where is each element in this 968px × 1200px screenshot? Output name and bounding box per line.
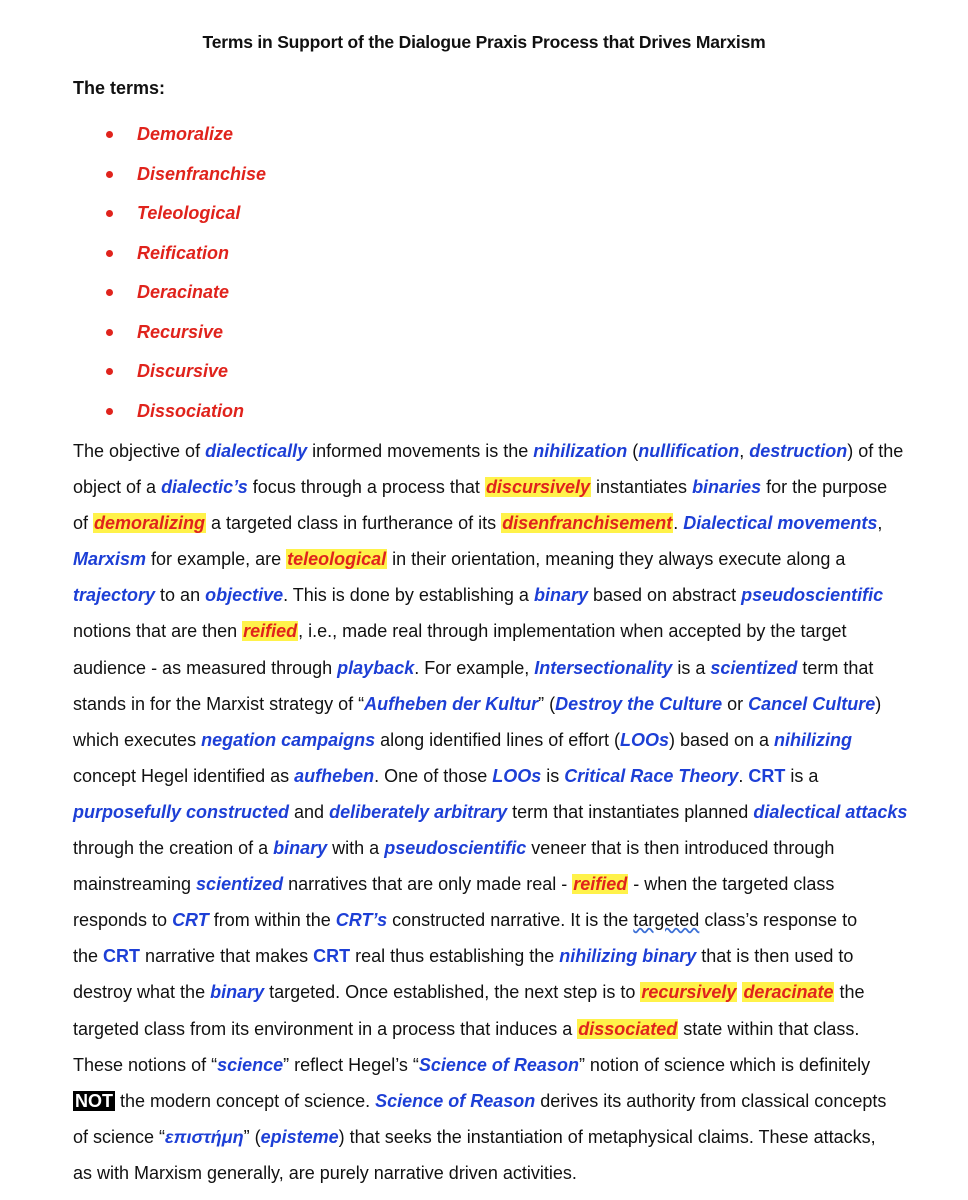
- emphasized-term: Dialectical movements: [683, 513, 878, 534]
- text-run: ): [875, 693, 882, 714]
- emphasized-term: binary: [533, 585, 588, 606]
- text-run: of: [73, 513, 94, 534]
- highlighted-term: reified: [573, 874, 628, 895]
- bullet-icon: [106, 368, 113, 375]
- text-run: that is then used to: [696, 946, 854, 967]
- paragraph-line: [73, 541, 918, 577]
- bullet-icon: [106, 210, 113, 217]
- paragraph-line: [73, 1011, 918, 1047]
- paragraph-line: [73, 902, 918, 938]
- text-run: mainstreaming: [73, 874, 197, 895]
- bullet-icon: [106, 289, 113, 296]
- emphasized-term: CRT’s: [335, 910, 388, 931]
- paragraph-line: [73, 794, 918, 830]
- paragraph-line: [73, 830, 918, 866]
- text-run: ) based on a: [668, 729, 775, 750]
- text-run: (: [627, 441, 639, 461]
- emphasized-term: dialectical attacks: [753, 801, 908, 822]
- text-run: or: [722, 693, 749, 714]
- text-run: ) that seeks the instantiation of metaphysical claims. These attacks,: [338, 1126, 876, 1147]
- text-run: ” (: [538, 693, 556, 714]
- text-run: concept Hegel identified as: [73, 765, 295, 786]
- emphasized-term: Marxism: [73, 549, 147, 570]
- text-run: state within that class.: [678, 1018, 860, 1039]
- term-label: Recursive: [137, 321, 224, 342]
- highlighted-term: demoralizing: [94, 513, 206, 534]
- paragraph-line: [73, 1047, 918, 1083]
- text-run: object of a: [73, 477, 162, 498]
- body-paragraph: [73, 433, 918, 1191]
- bullet-icon: [106, 408, 113, 415]
- text-run: .: [673, 513, 684, 534]
- paragraph-line: [73, 1119, 918, 1155]
- emphasized-term: LOOs: [492, 765, 542, 786]
- text-run: - when the targeted class: [628, 874, 835, 895]
- emphasized-term: Science of Reason: [375, 1090, 536, 1111]
- text-run: instantiates: [591, 477, 693, 498]
- highlighted-term: reified: [243, 621, 298, 642]
- term-list-item: [0, 194, 266, 234]
- emphasized-term: aufheben: [294, 765, 375, 786]
- text-run: the modern concept of science.: [115, 1090, 376, 1111]
- paragraph-line: [73, 469, 918, 505]
- text-run: ” notion of science which is definitely: [578, 1054, 871, 1075]
- text-run: . For example,: [414, 657, 535, 678]
- emphasized-term: Cancel Culture: [748, 693, 876, 714]
- text-run: the: [73, 946, 104, 967]
- text-run: to an: [155, 585, 206, 606]
- text-run: focus through a process that: [247, 477, 485, 498]
- text-run: term that: [797, 657, 874, 678]
- paragraph-line: [73, 577, 918, 613]
- text-run: veneer that is then introduced through: [526, 838, 835, 859]
- text-run: from within the: [208, 910, 336, 931]
- text-run: The objective of: [73, 441, 206, 461]
- text-run: is a: [672, 657, 711, 678]
- emphasized-term: binaries: [692, 477, 762, 498]
- term-list-item: [0, 352, 266, 392]
- text-run: responds to: [73, 910, 173, 931]
- highlighted-term: dissociated: [578, 1018, 678, 1039]
- paragraph-line: [73, 938, 918, 974]
- paragraph-line: [73, 613, 918, 649]
- highlighted-term: disenfranchisement: [502, 513, 673, 534]
- emphasized-term: CRT: [748, 765, 786, 786]
- emphasized-term: LOOs: [619, 729, 669, 750]
- highlighted-term: discursively: [485, 477, 590, 498]
- text-run: notions that are then: [73, 621, 243, 642]
- term-label: Dissociation: [137, 400, 245, 421]
- paragraph-line: [73, 505, 918, 541]
- term-list-item: [0, 273, 266, 313]
- text-run: the: [834, 982, 865, 1003]
- emphasized-term: Aufheben der Kultur: [364, 693, 539, 714]
- text-run: class’s response to: [699, 910, 858, 931]
- terms-heading: The terms:: [73, 78, 166, 98]
- text-run: ,: [877, 513, 883, 534]
- paragraph-line: [73, 722, 918, 758]
- term-list-item: [0, 155, 266, 195]
- emphasized-term: pseudoscientific: [384, 838, 527, 859]
- text-run: derives its authority from classical concepts: [535, 1090, 887, 1111]
- text-run: ” reflect Hegel’s “: [283, 1054, 419, 1075]
- text-run: targeted. Once established, the next step is to: [264, 982, 641, 1003]
- bullet-icon: [106, 171, 113, 178]
- text-run: destroy what the: [73, 982, 211, 1003]
- text-run: in their orientation, meaning they always execute along a: [387, 549, 846, 570]
- text-run: .: [738, 765, 749, 786]
- text-run: a targeted class in furtherance of its: [206, 513, 502, 534]
- emphasized-term: nihilizing binary: [559, 946, 697, 967]
- terms-list: [0, 115, 266, 431]
- emphasized-term: destruction: [749, 441, 848, 461]
- emphasized-term: nullification: [638, 441, 740, 461]
- emphasized-term: Critical Race Theory: [564, 765, 739, 786]
- text-run: with a: [327, 838, 385, 859]
- text-run: is a: [785, 765, 819, 786]
- emphasized-term: CRT: [172, 910, 209, 931]
- emphasized-term: objective: [205, 585, 284, 606]
- text-run: real thus establishing the: [350, 946, 560, 967]
- paragraph-line: [73, 433, 918, 469]
- text-run: for the purpose: [761, 477, 888, 498]
- emphasized-term: Intersectionality: [534, 657, 673, 678]
- paragraph-line: [73, 650, 918, 686]
- emphasized-term: negation campaigns: [201, 729, 376, 750]
- emphasized-term: episteme: [260, 1126, 339, 1147]
- term-label: Teleological: [137, 203, 241, 223]
- text-run: term that instantiates planned: [507, 801, 754, 822]
- text-run: stands in for the Marxist strategy of “: [73, 693, 365, 714]
- term-list-item: [0, 115, 266, 155]
- term-label: Demoralize: [137, 124, 234, 144]
- emphasized-term: pseudoscientific: [741, 585, 884, 606]
- paragraph-line: [73, 758, 918, 794]
- text-run: , i.e., made real through implementation when accepted by the target: [298, 621, 847, 642]
- document-title: Terms in Support of the Dialogue Praxis Process that Drives Marxism: [202, 32, 766, 52]
- emphasized-term: CRT: [103, 946, 141, 967]
- text-run: narratives that are only made real -: [283, 874, 573, 895]
- term-list-item: [0, 234, 266, 274]
- emphasized-term: scientized: [196, 874, 284, 895]
- text-run: of science “: [73, 1126, 166, 1147]
- bullet-icon: [106, 329, 113, 336]
- bullet-icon: [106, 131, 113, 138]
- term-label: Discursive: [137, 361, 229, 381]
- text-run: ) of the: [847, 441, 904, 461]
- emphasized-term: nihilization: [533, 441, 628, 461]
- emphasized-term: επιστήμη: [165, 1126, 244, 1147]
- bullet-icon: [106, 250, 113, 257]
- highlighted-term: recursively: [641, 982, 737, 1003]
- paragraph-line: [73, 974, 918, 1010]
- text-run: through the creation of a: [73, 838, 274, 859]
- term-label: Reification: [137, 242, 230, 263]
- highlighted-term: deracinate: [743, 982, 834, 1003]
- emphasized-term: trajectory: [73, 585, 156, 606]
- text-run: as with Marxism generally, are purely narrative driven activities.: [73, 1162, 577, 1183]
- term-label: Deracinate: [137, 282, 230, 302]
- text-run: based on abstract: [587, 585, 742, 606]
- term-list-item: [0, 392, 266, 432]
- spellcheck-word: targeted: [633, 910, 700, 931]
- emphasized-term: dialectic’s: [161, 477, 248, 498]
- text-run: informed movements is the: [307, 441, 534, 461]
- text-run: along identified lines of effort (: [375, 729, 620, 750]
- paragraph-line: [73, 1155, 918, 1191]
- emphasized-term: binary: [273, 838, 328, 859]
- paragraph-line: [73, 866, 918, 902]
- text-run: which executes: [73, 729, 202, 750]
- emphasized-term: purposefully constructed: [73, 801, 290, 822]
- emphasized-term: Science of Reason: [418, 1054, 579, 1075]
- emphasized-term: nihilizing: [774, 729, 853, 750]
- text-run: . One of those: [374, 765, 493, 786]
- text-run: and: [289, 801, 330, 822]
- term-list-item: [0, 313, 266, 353]
- emphasized-term: CRT: [313, 946, 351, 967]
- not-label: NOT: [75, 1090, 113, 1111]
- paragraph-line: [73, 1083, 918, 1119]
- paragraph-line: [73, 686, 918, 722]
- emphasized-term: playback: [337, 657, 415, 678]
- emphasized-term: binary: [210, 982, 265, 1003]
- text-run: for example, are: [146, 549, 287, 570]
- emphasized-term: scientized: [710, 657, 798, 678]
- text-run: ” (: [243, 1126, 261, 1147]
- text-run: audience - as measured through: [73, 657, 338, 678]
- text-run: ,: [739, 441, 750, 461]
- text-run: targeted class from its environment in a process that induces a: [73, 1018, 578, 1039]
- text-run: narrative that makes: [140, 946, 314, 967]
- highlighted-term: teleological: [287, 549, 387, 570]
- term-label: Disenfranchise: [137, 163, 267, 184]
- emphasized-term: Destroy the Culture: [555, 693, 723, 714]
- emphasized-term: science: [217, 1054, 284, 1075]
- emphasized-term: deliberately arbitrary: [329, 801, 508, 822]
- text-run: . This is done by establishing a: [283, 585, 534, 606]
- emphasized-term: dialectically: [205, 441, 308, 461]
- text-run: constructed narrative. It is the: [387, 910, 634, 931]
- text-run: These notions of “: [73, 1054, 218, 1075]
- text-run: is: [541, 765, 565, 786]
